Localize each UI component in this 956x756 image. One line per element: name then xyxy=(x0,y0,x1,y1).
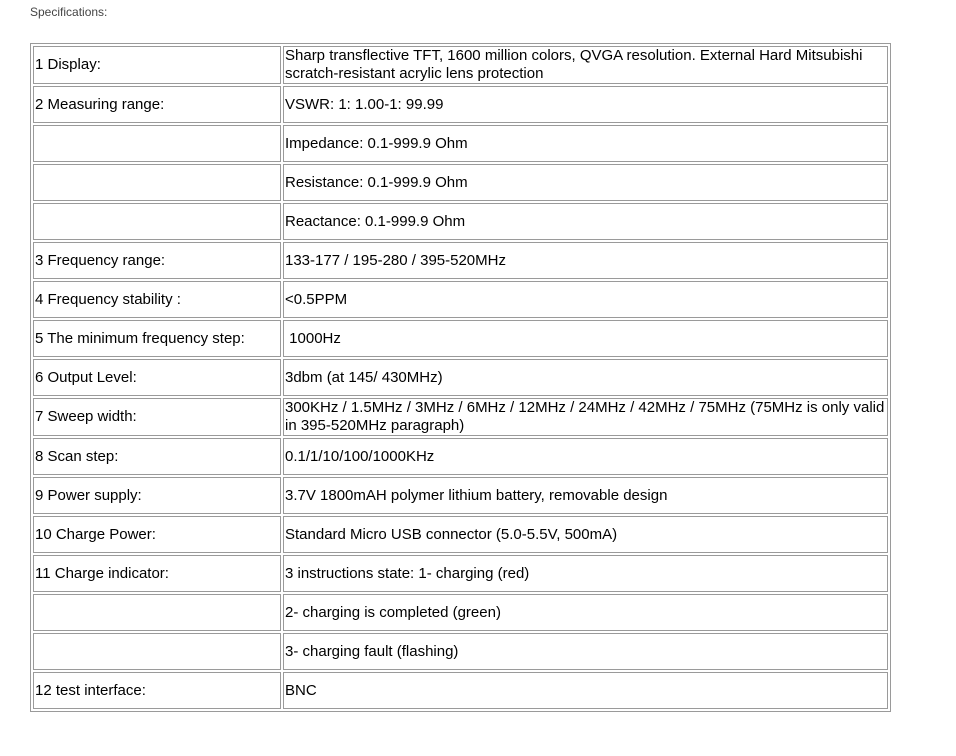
table-row xyxy=(33,281,888,318)
table-row xyxy=(33,86,888,123)
spec-value: 133-177 / 195-280 / 395-520MHz xyxy=(283,242,888,279)
spec-label: 11 Charge indicator: xyxy=(33,555,281,592)
spec-value: Reactance: 0.1-999.9 Ohm xyxy=(283,203,888,240)
table-row xyxy=(33,672,888,709)
spec-label xyxy=(33,125,281,162)
spec-value: BNC xyxy=(283,672,888,709)
table-row xyxy=(33,242,888,279)
spec-value: Standard Micro USB connector (5.0-5.5V, 500mA) xyxy=(283,516,888,553)
spec-label xyxy=(33,203,281,240)
spec-value: 2- charging is completed (green) xyxy=(283,594,888,631)
spec-value: 0.1/1/10/100/1000KHz xyxy=(283,438,888,475)
spec-value: 3 instructions state: 1- charging (red) xyxy=(283,555,888,592)
table-row xyxy=(33,555,888,592)
spec-label: 6 Output Level: xyxy=(33,359,281,396)
spec-value: VSWR: 1: 1.00-1: 99.99 xyxy=(283,86,888,123)
table-row xyxy=(33,477,888,514)
spec-label xyxy=(33,633,281,670)
spec-value: Sharp transflective TFT, 1600 million colors, QVGA resolution. External Hard Mitsubishi scratch-resistant acrylic lens protection xyxy=(283,46,888,84)
spec-value: 3- charging fault (flashing) xyxy=(283,633,888,670)
spec-label: 2 Measuring range: xyxy=(33,86,281,123)
specifications-table xyxy=(30,43,891,712)
spec-label: 5 The minimum frequency step: xyxy=(33,320,281,357)
spec-label: 4 Frequency stability : xyxy=(33,281,281,318)
spec-value: Resistance: 0.1-999.9 Ohm xyxy=(283,164,888,201)
spec-label: 10 Charge Power: xyxy=(33,516,281,553)
table-row xyxy=(33,633,888,670)
spec-label: 7 Sweep width: xyxy=(33,398,281,436)
table-row xyxy=(33,516,888,553)
spec-value: 3.7V 1800mAH polymer lithium battery, removable design xyxy=(283,477,888,514)
specifications-heading: Specifications: xyxy=(30,5,108,19)
table-row xyxy=(33,438,888,475)
table-row xyxy=(33,594,888,631)
spec-label: 1 Display: xyxy=(33,46,281,84)
table-row xyxy=(33,203,888,240)
table-row xyxy=(33,320,888,357)
spec-label: 3 Frequency range: xyxy=(33,242,281,279)
table-row xyxy=(33,164,888,201)
spec-label: 8 Scan step: xyxy=(33,438,281,475)
spec-label: 9 Power supply: xyxy=(33,477,281,514)
table-row xyxy=(33,46,888,84)
spec-value: 1000Hz xyxy=(283,320,888,357)
spec-value: 300KHz / 1.5MHz / 3MHz / 6MHz / 12MHz / 24MHz / 42MHz / 75MHz (75MHz is only valid in 395-520MHz paragraph) xyxy=(283,398,888,436)
spec-label: 12 test interface: xyxy=(33,672,281,709)
table-row xyxy=(33,398,888,436)
spec-value: 3dbm (at 145/ 430MHz) xyxy=(283,359,888,396)
spec-value: Impedance: 0.1-999.9 Ohm xyxy=(283,125,888,162)
spec-label xyxy=(33,164,281,201)
spec-value: <0.5PPM xyxy=(283,281,888,318)
table-row xyxy=(33,359,888,396)
table-row xyxy=(33,125,888,162)
spec-label xyxy=(33,594,281,631)
